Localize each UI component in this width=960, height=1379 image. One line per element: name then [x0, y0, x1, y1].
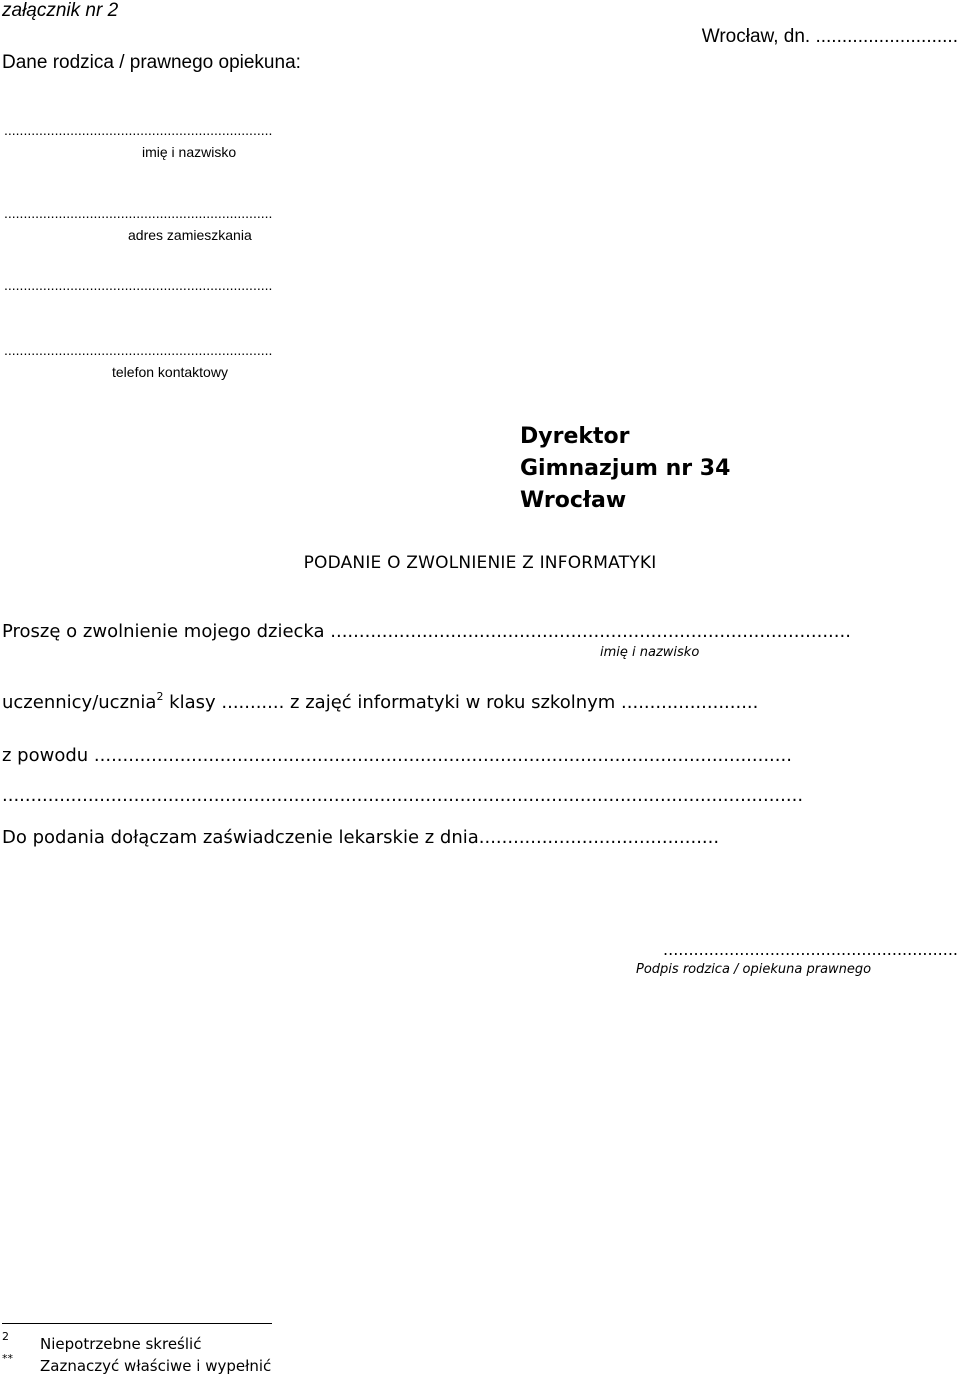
recipient-line-3: Wrocław — [520, 488, 627, 513]
request-line[interactable]: Proszę o zwolnienie mojego dziecka ........................................................................................... — [2, 621, 851, 642]
document-title: PODANIE O ZWOLNIENIE Z INFORMATYKI — [303, 553, 657, 573]
reason-line-2[interactable]: ............................................................................................................................................ — [2, 785, 804, 806]
footnote-divider — [2, 1323, 272, 1324]
footnote-mark-2: ** — [2, 1352, 13, 1365]
recipient-line-1: Dyrektor — [520, 424, 630, 449]
student-prefix: uczennicy/ucznia — [2, 692, 157, 713]
parent-phone-caption: telefon kontaktowy — [112, 364, 228, 380]
parent-address-caption: adres zamieszkania — [128, 227, 252, 243]
parent-name-caption: imię i nazwisko — [142, 144, 237, 160]
parent-data-label: Dane rodzica / prawnego opiekuna: — [2, 52, 301, 73]
child-name-caption: imię i nazwisko — [600, 645, 700, 660]
footnote-mark-1: 2 — [2, 1330, 9, 1343]
footnote-text-1: Niepotrzebne skreślić — [40, 1335, 202, 1353]
attachment-label: załącznik nr 2 — [2, 0, 119, 21]
student-class-line[interactable] — [2, 690, 758, 713]
certificate-line[interactable]: Do podania dołączam zaświadczenie lekarskie z dnia.......................................... — [2, 827, 720, 848]
parent-name-field[interactable]: ..................................................................... — [4, 122, 273, 138]
reason-line[interactable]: z powodu .......................................................................................................................... — [2, 745, 792, 766]
footnote-text-2: Zaznaczyć właściwe i wypełnić — [40, 1357, 272, 1375]
signature-field[interactable]: .......................................................... — [663, 940, 958, 959]
recipient-line-2: Gimnazjum nr 34 — [520, 456, 731, 481]
parent-address-field[interactable]: ..................................................................... — [4, 205, 273, 221]
footnote-ref: 2 — [156, 690, 164, 703]
student-class-rest: klasy ........... z zajęć informatyki w roku szkolnym ........................ — [163, 692, 759, 713]
parent-address-field-2[interactable]: ..................................................................... — [4, 277, 273, 293]
parent-phone-field[interactable]: ..................................................................... — [4, 342, 273, 358]
date-line: Wrocław, dn. ........................... — [701, 26, 958, 47]
signature-caption: Podpis rodzica / opiekuna prawnego — [636, 962, 872, 977]
